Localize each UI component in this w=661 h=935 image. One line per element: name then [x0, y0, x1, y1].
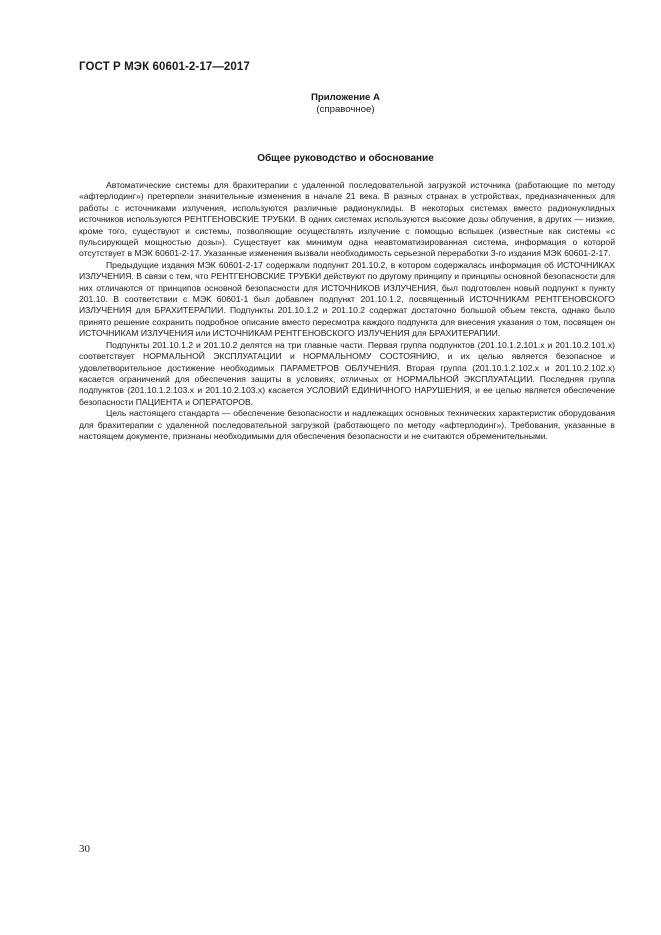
body-text	[79, 180, 615, 442]
annex-subtitle: (справочное)	[316, 104, 375, 115]
page-number: 30	[79, 843, 90, 855]
section-title: Общее руководство и обоснование	[257, 153, 434, 164]
annex-title: Приложение A	[311, 92, 380, 103]
paragraph: Автоматические системы для брахитерапии с удаленной последовательной загрузкой источника (работающие по методу «афтерлодинг») претерпели значительные изменения в начале 21 века. В разных странах в устройствах, предназначенных для работы с источниками излучения, используются различные радионуклиды. В некоторых системах вместо радионуклидных источников используются РЕНТГЕНОВСКИЕ ТРУБКИ. В одних системах используются высокие дозы облучения, в других — низкие, кроме того, существуют и системы, позволяющие осуществлять излучение с помощью вспышек (известные как системы «с пульсирующей мощностью дозы»). Существует как минимум одна неавтоматизированная система, информация о которой отсутствует в МЭК 60601-2-17. Указанные изменения вызвали необходимость серьезной переработки 3-го издания МЭК 60601-2-17.	[79, 180, 615, 259]
annex-heading	[0, 92, 661, 116]
paragraph: Предыдущие издания МЭК 60601-2-17 содержали подпункт 201.10.2, в котором содержалась информация об ИСТОЧНИКАХ ИЗЛУЧЕНИЯ. В связи с тем, что РЕНТГЕНОВСКИЕ ТРУБКИ действуют по другому принципу и принципы основной безопасности для них отличаются от принципов основной безопасности для ИСТОЧНИКОВ ИЗЛУЧЕНИЯ, был подготовлен новый подпункт к пункту 201.10. В соответствии с МЭК 60601-1 был добавлен подпункт 201.10.1.2, посвященный ИСТОЧНИКАМ РЕНТГЕНОВСКОГО ИЗЛУЧЕНИЯ для БРАХИТЕРАПИИ. Подпункты 201.10.1.2 и 201.10.2 содержат достаточно большой объем текста, однако было принято решение сохранить подробное описание вместо пересмотра каждого подпункта для внесения указания о том, посвящен он ИСТОЧНИКАМ ИЗЛУЧЕНИЯ или ИСТОЧНИКАМ РЕНТГЕНОВСКОГО ИЗЛУЧЕНИЯ для БРАХИТЕРАПИИ.	[79, 259, 615, 339]
paragraph: Цель настоящего стандарта — обеспечение безопасности и надлежащих основных технических характеристик оборудования для брахитерапии с удаленной последовательной загрузкой (работающего по методу «афтерлодинг»). Требования, указанные в настоящем документе, признаны необходимыми для обеспечения безопасности и не считаются обременительными.	[79, 408, 615, 441]
paragraph: Подпункты 201.10.1.2 и 201.10.2 делятся на три главные части. Первая группа подпунктов (201.10.1.2.101.x и 201.10.2.101.x) соответствует НОРМАЛЬНОЙ ЭКСПЛУАТАЦИИ и НОРМАЛЬНОМУ СОСТОЯНИЮ, и их целью является безопасное и удовлетворительное достижение необходимых ПАРАМЕТРОВ ОБЛУЧЕНИЯ. Вторая группа (201.10.1.2.102.x и 201.10.2.102.x) касается ограничений для обеспечения защиты в условиях, отличных от НОРМАЛЬНОЙ ЭКСПЛУАТАЦИИ. Последняя группа подпунктов (201.10.1.2.103.x и 201.10.2.103.x) касается УСЛОВИЙ ЕДИНИЧНОГО НАРУШЕНИЯ, и ее целью является обеспечение безопасности ПАЦИЕНТА и ОПЕРАТОРОВ.	[79, 339, 615, 407]
document-header: ГОСТ Р МЭК 60601-2-17—2017	[79, 61, 250, 73]
